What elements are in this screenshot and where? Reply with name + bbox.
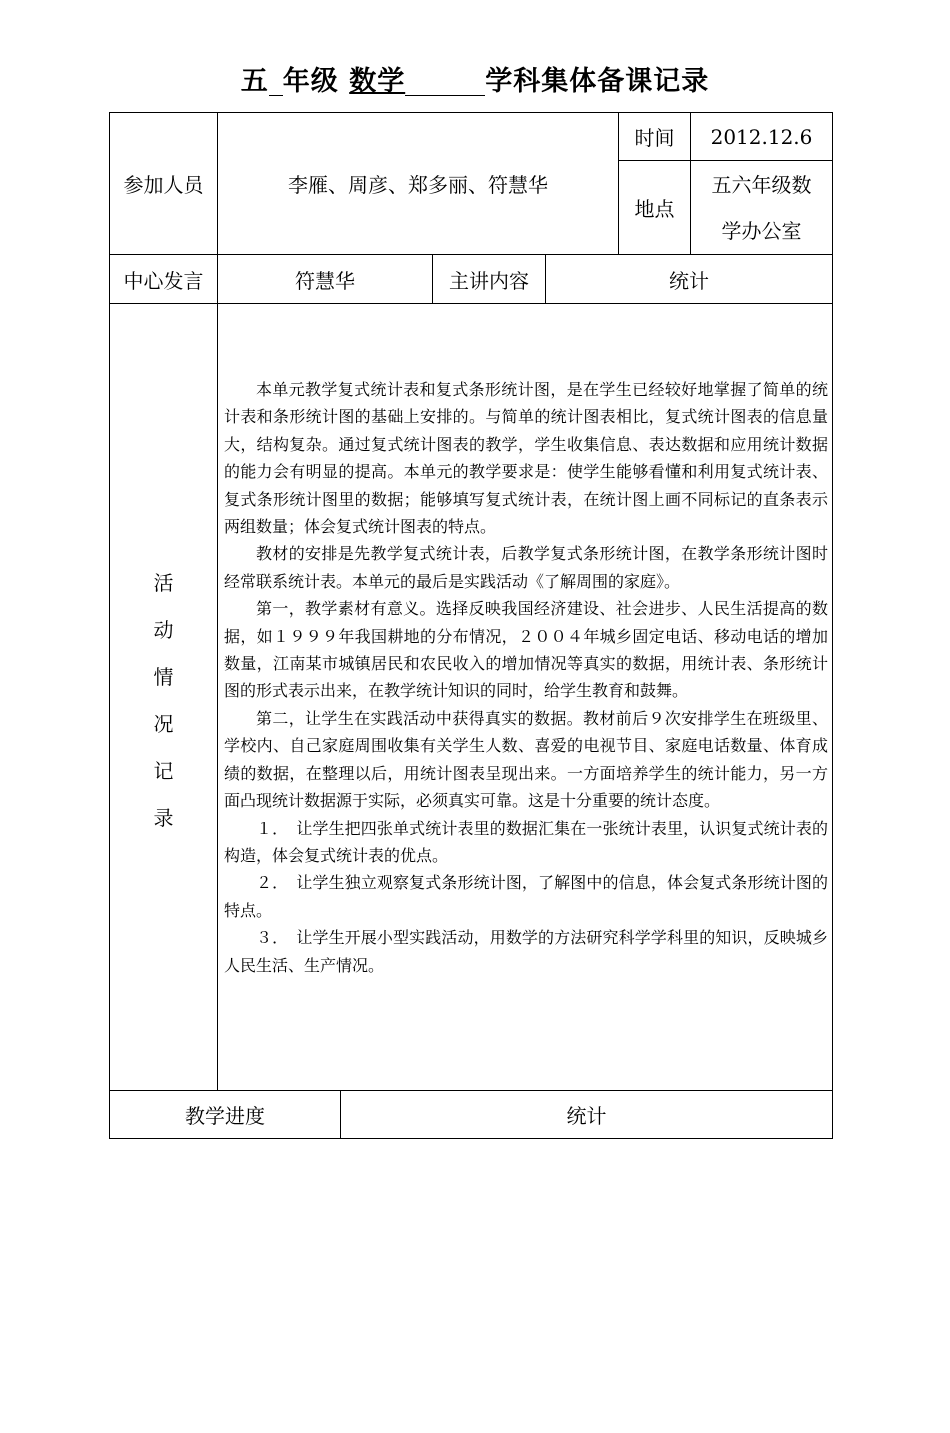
paragraph: 第二，让学生在实践活动中获得真实的数据。教材前后９次安排学生在班级里、学校内、自己家庭周围收集有关学生人数、喜爱的电视节目、家庭电话数量、体育成绩的数据，在整理以后，用统计图表呈现出来。一方面培养学生的统计能力，另一方面凸现统计数据源于实际，必须真实可靠。这是十分重要的统计态度。	[224, 708, 828, 811]
participants-value: 李雁、周彦、郑多丽、符慧华	[288, 173, 548, 197]
activity-label-char: 动	[153, 618, 174, 642]
paragraph: ２． 让学生独立观察复式条形统计图，了解图中的信息，体会复式条形统计图的特点。	[224, 873, 828, 920]
place-label: 地点	[634, 197, 675, 221]
place-value-line2: 学办公室	[721, 218, 802, 243]
participants-label: 参加人员	[123, 173, 204, 197]
activity-label-char: 活	[153, 571, 174, 595]
paragraph: 教材的安排是先教学复式统计表，后教学复式条形统计图，在教学条形统计图时经常联系统计表。本单元的最后是实践活动《了解周围的家庭》。	[224, 544, 828, 591]
topic-value: 统计	[669, 268, 709, 293]
page-title: 五 年级 数学 学科集体备课记录	[240, 66, 710, 97]
speaker-value: 符慧华	[295, 268, 355, 293]
activity-label-char: 情	[153, 665, 174, 689]
place-value-line1: 五六年级数	[711, 172, 812, 197]
activity-label-char: 况	[153, 712, 174, 736]
paragraph: １． 让学生把四张单式统计表里的数据汇集在一张统计表里，认识复式统计表的构造，体会复式统计表的优点。	[224, 818, 828, 865]
topic-label: 主讲内容	[449, 268, 529, 293]
activity-label-char: 记	[153, 759, 174, 783]
time-label: 时间	[634, 126, 675, 150]
activity-label	[110, 560, 217, 842]
paragraph: 第一，教学素材有意义。选择反映我国经济建设、社会进步、人民生活提高的数据，如１９９９年我国耕地的分布情况，２００４年城乡固定电话、移动电话的增加数量，江南某市城镇居民和农民收入的增加情况等真实的数据，用统计表、条形统计图的形式表示出来，在教学统计知识的同时，给学生教育和鼓舞。	[224, 599, 828, 701]
progress-label: 教学进度	[185, 1104, 265, 1128]
paragraph: 本单元教学复式统计表和复式条形统计图，是在学生已经较好地掌握了简单的统计表和条形统计图的基础上安排的。与简单的统计图表相比，复式统计图表的信息量大，结构复杂。通过复式统计图表的教学，学生收集信息、表达数据和应用统计数据的能力会有明显的提高。本单元的教学要求是：使学生能够看懂和利用复式统计表、复式条形统计图里的数据；能够填写复式统计表，在统计图上画不同标记的直条表示两组数量；体会复式统计图表的特点。	[224, 380, 828, 537]
time-value: 2012.12.6	[710, 124, 813, 149]
progress-value: 统计	[566, 1104, 607, 1128]
place-value	[691, 161, 832, 254]
speaker-label: 中心发言	[123, 268, 204, 293]
activity-label-char: 录	[153, 806, 174, 830]
activity-record-text	[224, 376, 828, 979]
paragraph: ３． 让学生开展小型实践活动，用数学的方法研究科学学科里的知识，反映城乡人民生活、生产情况。	[224, 928, 828, 975]
